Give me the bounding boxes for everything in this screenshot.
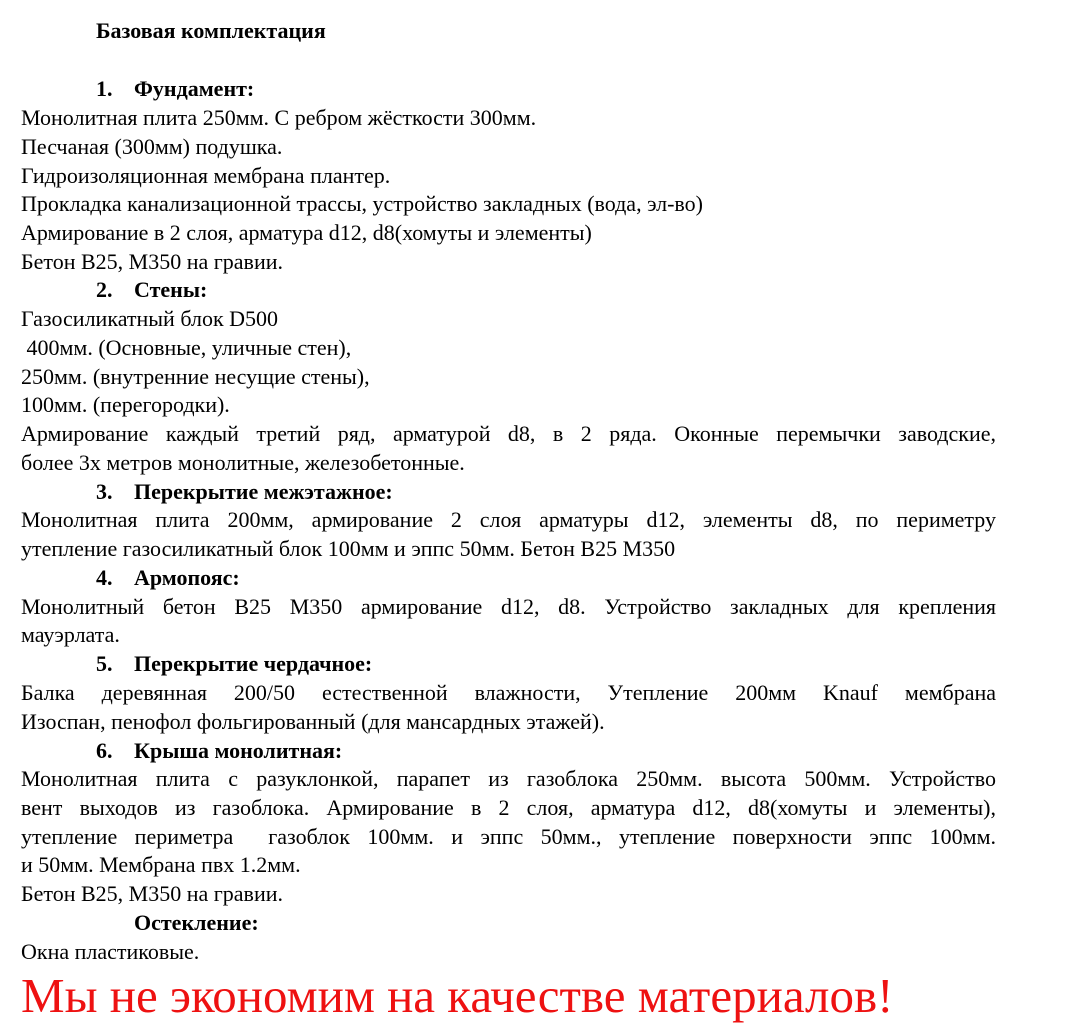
- text-line: Окна пластиковые.: [21, 939, 200, 964]
- text-line: Армирование в 2 слоя, арматура d12, d8(хомуты и элементы): [21, 220, 592, 245]
- text-line: Газосиликатный блок D500: [21, 306, 279, 331]
- section-number: 3.: [96, 479, 113, 504]
- section-title: Перекрытие чердачное:: [134, 651, 373, 676]
- text-line: Песчаная (300мм) подушка.: [21, 134, 283, 159]
- section-title: Стены:: [134, 277, 208, 302]
- text-line: Изоспан, пенофол фольгированный (для мансардных этажей).: [21, 709, 605, 734]
- section-number: 5.: [96, 651, 113, 676]
- section-heading-foundation: [96, 75, 254, 103]
- section-heading-walls: [96, 276, 207, 304]
- text-line: Армирование каждый третий ряд, арматурой d8, в 2 ряда. Оконные перемычки заводские,: [21, 421, 996, 446]
- text-line: утепление периметра газоблок 100мм. и эппс 50мм., утепление поверхности эппс 100мм.: [21, 824, 996, 849]
- section-heading-attic-slab: [96, 650, 372, 678]
- section-number: 1.: [96, 76, 113, 101]
- text-line: Монолитный бетон В25 М350 армирование d12, d8. Устройство закладных для крепления: [21, 594, 996, 619]
- section-title: Остекление:: [134, 910, 259, 935]
- section-title: Крыша монолитная:: [134, 738, 343, 763]
- text-line: вент выходов из газоблока. Армирование в 2 слоя, арматура d12, d8(хомуты и элементы),: [21, 795, 996, 820]
- section-number: 4.: [96, 565, 113, 590]
- section-title: Армопояс:: [134, 565, 240, 590]
- text-line: Монолитная плита 250мм. С ребром жёсткости 300мм.: [21, 105, 537, 130]
- section-title: Перекрытие межэтажное:: [134, 479, 393, 504]
- section-title: Фундамент:: [134, 76, 255, 101]
- text-line: Монолитная плита 200мм, армирование 2 слоя арматуры d12, элементы d8, по периметру: [21, 507, 996, 532]
- text-line: Гидроизоляционная мембрана плантер.: [21, 163, 391, 188]
- text-line: утепление газосиликатный блок 100мм и эппс 50мм. Бетон В25 М350: [21, 536, 676, 561]
- section-number: 2.: [96, 277, 113, 302]
- text-line: Бетон В25, М350 на гравии.: [21, 881, 283, 906]
- text-line: Прокладка канализационной трассы, устройство закладных (вода, эл-во): [21, 191, 703, 216]
- text-line: Монолитная плита с разуклонкой, парапет из газоблока 250мм. высота 500мм. Устройство: [21, 766, 996, 791]
- document-title: Базовая комплектация: [96, 18, 326, 43]
- text-line: мауэрлата.: [21, 622, 120, 647]
- text-line: 400мм. (Основные, уличные стен),: [21, 335, 352, 360]
- section-heading-interfloor-slab: [96, 478, 393, 506]
- text-line: и 50мм. Мембрана пвх 1.2мм.: [21, 852, 301, 877]
- text-line: 100мм. (перегородки).: [21, 392, 230, 417]
- section-heading-ring-beam: [96, 564, 240, 592]
- text-line: более 3х метров монолитные, железобетонные.: [21, 450, 465, 475]
- text-line: 250мм. (внутренние несущие стены),: [21, 364, 370, 389]
- section-number: 6.: [96, 738, 113, 763]
- text-line: Бетон В25, М350 на гравии.: [21, 249, 283, 274]
- section-heading-roof: [96, 737, 342, 765]
- text-line: Балка деревянная 200/50 естественной влажности, Утепление 200мм Knauf мембрана: [21, 680, 996, 705]
- promo-slogan: Мы не экономим на качестве материалов!: [21, 968, 894, 1023]
- section-heading-glazing: [134, 909, 259, 937]
